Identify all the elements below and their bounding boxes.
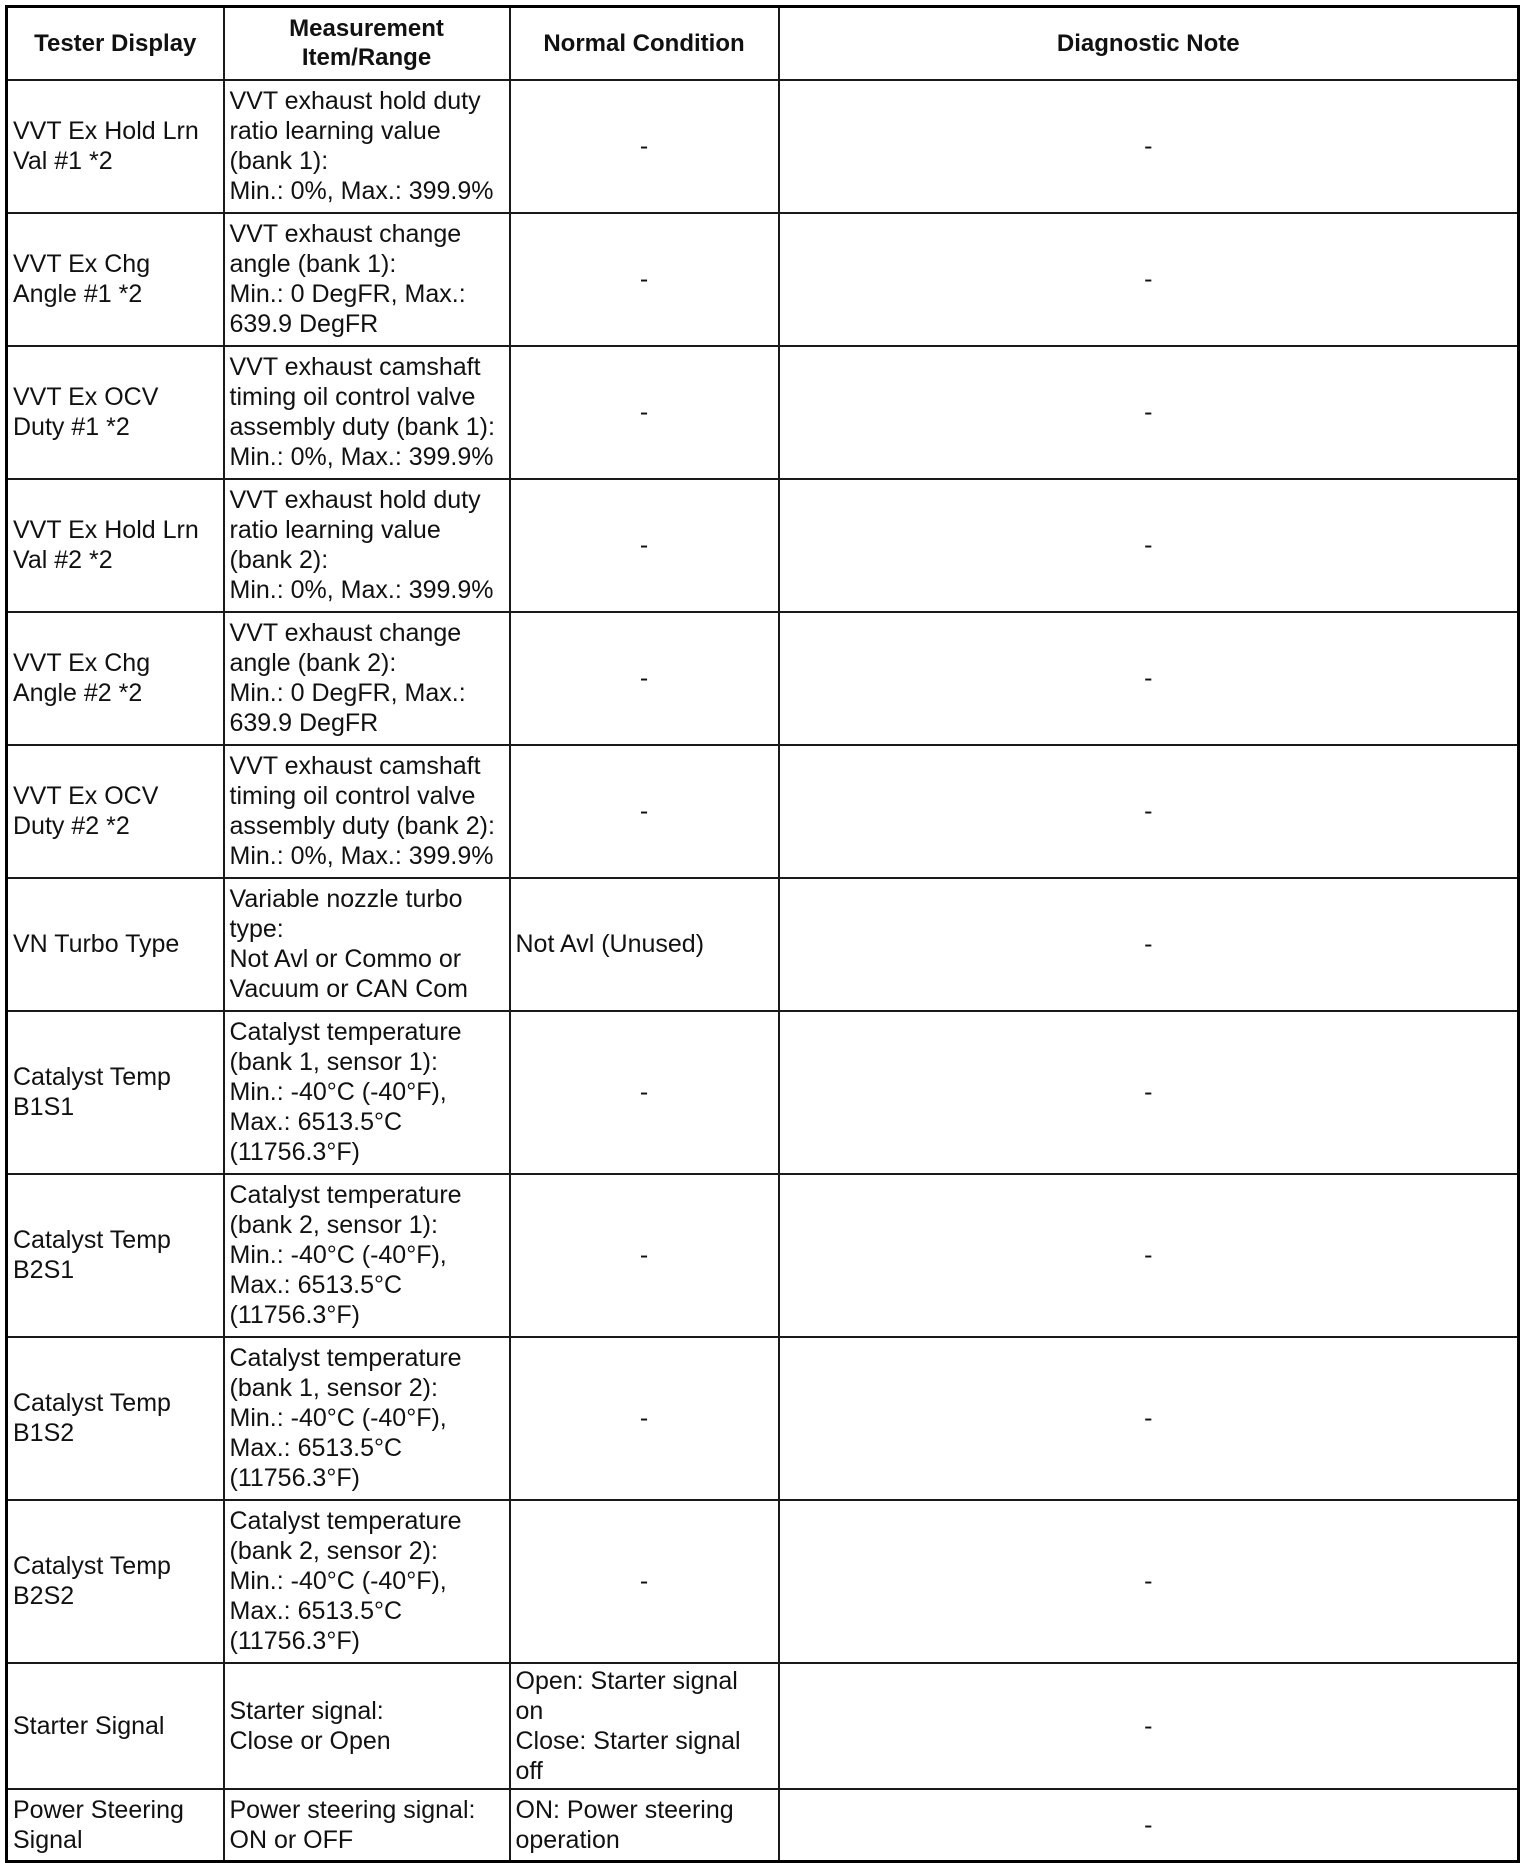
cell-line: (11756.3°F) — [229, 1464, 360, 1492]
cell-line: Variable nozzle turbo — [229, 885, 463, 913]
diagnostic-note-cell: - — [779, 80, 1519, 213]
diagnostic-note-cell: - — [779, 479, 1519, 612]
tester-display-cell — [7, 1011, 224, 1174]
cell-line: Close or Open — [229, 1726, 391, 1755]
cell-line: VVT exhaust camshaft — [229, 353, 481, 381]
cell-line: (bank 1, sensor 2): — [229, 1374, 438, 1402]
header-tester-display: Tester Display — [7, 7, 224, 80]
cell-line: Val #1 *2 — [13, 147, 113, 175]
measurement-item-cell — [224, 479, 510, 612]
cell-line: VVT exhaust change — [229, 619, 462, 647]
cell-line: type: — [229, 915, 284, 943]
cell-line: ON or OFF — [229, 1825, 354, 1854]
cell-line: VVT Ex OCV — [13, 383, 159, 411]
cell-line: B1S1 — [13, 1093, 75, 1121]
cell-line: - — [639, 132, 649, 160]
data-list-table-container — [5, 5, 1517, 1854]
header-diagnostic-note: Diagnostic Note — [779, 7, 1519, 80]
table-row — [7, 612, 1519, 745]
cell-line: (11756.3°F) — [229, 1627, 360, 1655]
header-measurement-item-range — [224, 7, 510, 80]
header-row — [7, 7, 1519, 80]
cell-line: Catalyst temperature — [229, 1507, 462, 1535]
cell-line: timing oil control valve — [229, 383, 476, 411]
diagnostic-note-cell: - — [779, 346, 1519, 479]
cell-line: Power Steering — [13, 1795, 184, 1824]
table-row — [7, 346, 1519, 479]
cell-line: VVT exhaust change — [229, 220, 462, 248]
cell-line: Min.: -40°C (-40°F), — [229, 1078, 447, 1106]
data-list-table — [5, 5, 1520, 1863]
cell-line: Catalyst temperature — [229, 1181, 462, 1209]
tester-display-cell — [7, 1174, 224, 1337]
normal-condition-cell — [510, 1789, 779, 1862]
cell-line: - — [639, 1404, 649, 1432]
cell-line: angle (bank 1): — [229, 250, 397, 278]
cell-line: (11756.3°F) — [229, 1301, 360, 1329]
cell-line: Max.: 6513.5°C — [229, 1108, 403, 1136]
cell-line: Min.: 0%, Max.: 399.9% — [229, 842, 494, 870]
normal-condition-cell — [510, 1500, 779, 1663]
cell-line: Not Avl (Unused) — [515, 930, 705, 958]
cell-line: Power steering signal: — [229, 1795, 476, 1824]
cell-line: Val #2 *2 — [13, 546, 113, 574]
cell-line: timing oil control valve — [229, 782, 476, 810]
cell-line: Max.: 6513.5°C — [229, 1597, 403, 1625]
cell-line: - — [639, 1078, 649, 1106]
cell-line: ON: Power steering — [515, 1795, 734, 1824]
table-row — [7, 213, 1519, 346]
measurement-item-cell — [224, 612, 510, 745]
measurement-item-cell — [224, 1337, 510, 1500]
header-line: Measurement — [289, 15, 444, 43]
cell-line: Catalyst Temp — [13, 1226, 171, 1254]
cell-line: - — [639, 1567, 649, 1595]
cell-line: Catalyst temperature — [229, 1344, 462, 1372]
tester-display-cell — [7, 878, 224, 1011]
table-row — [7, 1174, 1519, 1337]
cell-line: operation — [515, 1825, 620, 1854]
cell-line: (bank 1): — [229, 147, 329, 175]
normal-condition-cell — [510, 1663, 779, 1789]
table-row — [7, 1663, 1519, 1789]
measurement-item-cell — [224, 878, 510, 1011]
cell-line: Starter signal: — [229, 1696, 384, 1725]
cell-line: Angle #2 *2 — [13, 679, 143, 707]
diagnostic-note-cell: - — [779, 1174, 1519, 1337]
cell-line: VVT exhaust hold duty — [229, 486, 481, 514]
tester-display-cell — [7, 612, 224, 745]
cell-line: 639.9 DegFR — [229, 310, 379, 338]
cell-line: Catalyst Temp — [13, 1063, 171, 1091]
cell-line: - — [639, 797, 649, 825]
table-row — [7, 745, 1519, 878]
table-row — [7, 878, 1519, 1011]
normal-condition-cell — [510, 346, 779, 479]
cell-line: Min.: 0%, Max.: 399.9% — [229, 576, 494, 604]
cell-line: Min.: 0%, Max.: 399.9% — [229, 177, 494, 205]
diagnostic-note-cell: - — [779, 745, 1519, 878]
measurement-item-cell — [224, 1789, 510, 1862]
cell-line: (bank 2, sensor 2): — [229, 1537, 438, 1565]
cell-line: angle (bank 2): — [229, 649, 397, 677]
cell-line: Signal — [13, 1825, 83, 1854]
cell-line: assembly duty (bank 1): — [229, 413, 495, 441]
cell-line: VVT Ex Chg — [13, 649, 151, 677]
cell-line: assembly duty (bank 2): — [229, 812, 495, 840]
cell-line: Min.: 0 DegFR, Max.: — [229, 679, 466, 707]
cell-line: VVT Ex OCV — [13, 782, 159, 810]
diagnostic-note-cell: - — [779, 612, 1519, 745]
tester-display-cell — [7, 479, 224, 612]
normal-condition-cell — [510, 878, 779, 1011]
measurement-item-cell — [224, 1500, 510, 1663]
tester-display-cell — [7, 1500, 224, 1663]
table-row — [7, 80, 1519, 213]
cell-line: (11756.3°F) — [229, 1138, 360, 1166]
table-row — [7, 1337, 1519, 1500]
cell-line: Not Avl or Commo or — [229, 945, 462, 973]
cell-line: Catalyst Temp — [13, 1552, 171, 1580]
cell-line: - — [639, 265, 649, 293]
normal-condition-cell — [510, 1011, 779, 1174]
measurement-item-cell — [224, 1011, 510, 1174]
cell-line: - — [639, 398, 649, 426]
cell-line: off — [515, 1756, 543, 1785]
normal-condition-cell — [510, 612, 779, 745]
cell-line: Starter Signal — [13, 1711, 165, 1740]
cell-line: Vacuum or CAN Com — [229, 975, 468, 1003]
cell-line: VVT Ex Hold Lrn — [13, 516, 199, 544]
tester-display-cell — [7, 346, 224, 479]
normal-condition-cell — [510, 1174, 779, 1337]
tester-display-cell — [7, 1789, 224, 1862]
cell-line: Min.: -40°C (-40°F), — [229, 1567, 447, 1595]
cell-line: (bank 1, sensor 1): — [229, 1048, 438, 1076]
cell-line: Catalyst Temp — [13, 1389, 171, 1417]
diagnostic-note-cell: - — [779, 1789, 1519, 1862]
cell-line: VVT Ex Chg — [13, 250, 151, 278]
diagnostic-note-cell: - — [779, 1500, 1519, 1663]
tester-display-cell — [7, 1337, 224, 1500]
tester-display-cell — [7, 80, 224, 213]
normal-condition-cell — [510, 213, 779, 346]
measurement-item-cell — [224, 1174, 510, 1337]
cell-line: B1S2 — [13, 1419, 75, 1447]
table-row — [7, 1011, 1519, 1174]
measurement-item-cell — [224, 213, 510, 346]
cell-line: Catalyst temperature — [229, 1018, 462, 1046]
cell-line: VVT Ex Hold Lrn — [13, 117, 199, 145]
measurement-item-cell — [224, 346, 510, 479]
cell-line: 639.9 DegFR — [229, 709, 379, 737]
diagnostic-note-cell: - — [779, 1663, 1519, 1789]
tester-display-cell — [7, 745, 224, 878]
table-row — [7, 1500, 1519, 1663]
measurement-item-cell — [224, 1663, 510, 1789]
table-row — [7, 1789, 1519, 1862]
tester-display-cell — [7, 1663, 224, 1789]
diagnostic-note-cell: - — [779, 1011, 1519, 1174]
header-normal-condition: Normal Condition — [510, 7, 779, 80]
cell-line: Min.: -40°C (-40°F), — [229, 1404, 447, 1432]
diagnostic-note-cell: - — [779, 1337, 1519, 1500]
normal-condition-cell — [510, 479, 779, 612]
measurement-item-cell — [224, 745, 510, 878]
normal-condition-cell — [510, 80, 779, 213]
cell-line: VVT exhaust camshaft — [229, 752, 481, 780]
cell-line: Min.: -40°C (-40°F), — [229, 1241, 447, 1269]
cell-line: Max.: 6513.5°C — [229, 1434, 403, 1462]
cell-line: Open: Starter signal on — [515, 1666, 738, 1725]
cell-line: (bank 2): — [229, 546, 329, 574]
cell-line: B2S2 — [13, 1582, 75, 1610]
header-line: Item/Range — [301, 44, 432, 72]
diagnostic-note-cell: - — [779, 878, 1519, 1011]
cell-line: Duty #2 *2 — [13, 812, 130, 840]
cell-line: - — [639, 531, 649, 559]
normal-condition-cell — [510, 745, 779, 878]
cell-line: Duty #1 *2 — [13, 413, 130, 441]
cell-line: B2S1 — [13, 1256, 75, 1284]
cell-line: Min.: 0 DegFR, Max.: — [229, 280, 466, 308]
cell-line: - — [639, 664, 649, 692]
cell-line: Max.: 6513.5°C — [229, 1271, 403, 1299]
measurement-item-cell — [224, 80, 510, 213]
diagnostic-note-cell: - — [779, 213, 1519, 346]
cell-line: Angle #1 *2 — [13, 280, 143, 308]
table-row — [7, 479, 1519, 612]
cell-line: ratio learning value — [229, 516, 441, 544]
cell-line: Close: Starter signal — [515, 1726, 741, 1755]
cell-line: VN Turbo Type — [13, 930, 180, 958]
cell-line: ratio learning value — [229, 117, 441, 145]
cell-line: VVT exhaust hold duty — [229, 87, 481, 115]
cell-line: Min.: 0%, Max.: 399.9% — [229, 443, 494, 471]
cell-line: (bank 2, sensor 1): — [229, 1211, 438, 1239]
cell-line: - — [639, 1241, 649, 1269]
tester-display-cell — [7, 213, 224, 346]
normal-condition-cell — [510, 1337, 779, 1500]
